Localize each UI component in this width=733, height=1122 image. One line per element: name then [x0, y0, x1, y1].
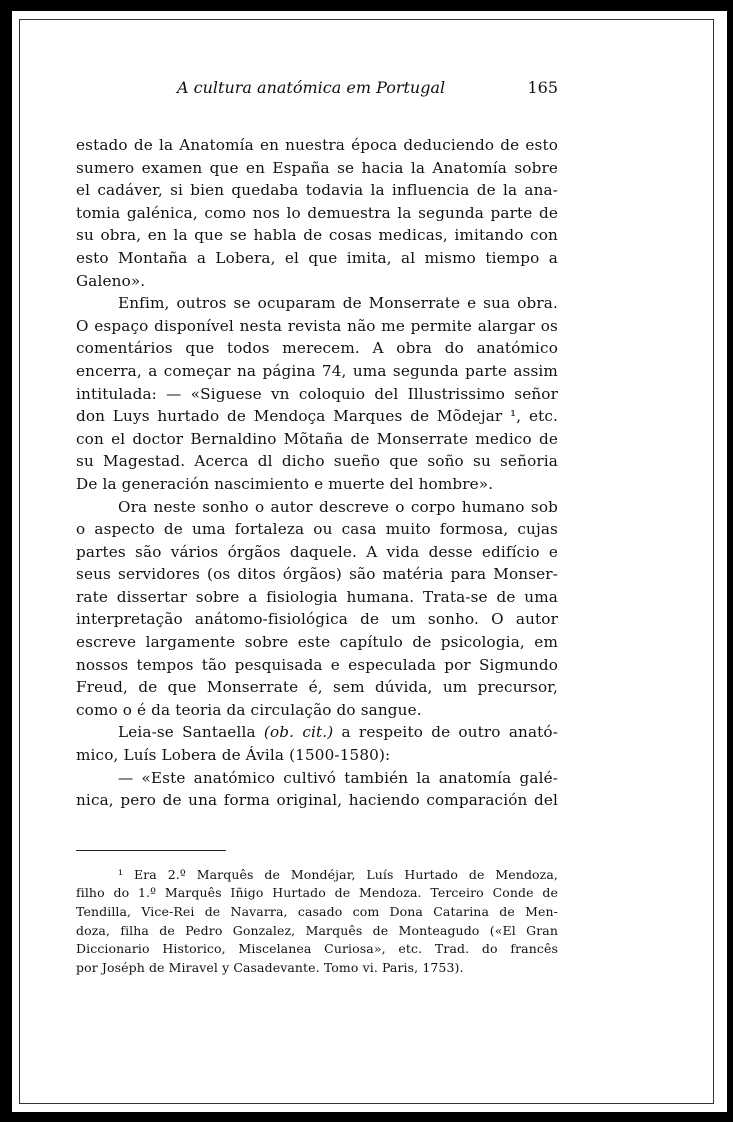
text-line: sumero examen que en España se hacia la Anatomía sobre	[76, 158, 558, 177]
paragraph-start: Ora neste sonho o autor descreve o corpo humano sob	[118, 497, 558, 516]
running-header	[76, 78, 558, 104]
text-line: estado de la Anatomía en nuestra época deduciendo de esto	[76, 136, 558, 154]
text-line: nica, pero de una forma original, haciendo comparación del	[76, 791, 558, 810]
text-fragment: a respeito de outro anató-	[341, 723, 558, 742]
footnote-line: por Joséph de Miravel y Casadevante. Tomo vi. Paris, 1753).	[76, 959, 464, 975]
text-line: como o é da teoria da circulação do sangue.	[76, 700, 422, 719]
text-line: o aspecto de uma fortaleza ou casa muito formosa, cujas	[76, 520, 558, 539]
footnote-line: Tendilla, Vice-Rei de Navarra, casado com Dona Catarina de Men-	[76, 904, 558, 919]
text-line: don Luys hurtado de Mendoça Marques de Mõdejar ¹, etc.	[76, 407, 558, 426]
text-line: nossos tempos tão pesquisada e especulada por Sigmundo	[76, 655, 558, 674]
paragraph-start	[76, 721, 558, 744]
text-line: con el doctor Bernaldino Mõtaña de Monserrate medico de	[76, 429, 558, 448]
text-line: su Magestad. Acerca dl dicho sueño que soño su señoria	[76, 452, 558, 471]
book-page	[76, 78, 558, 977]
text-line: intitulada: — «Siguese vn coloquio del Illustrissimo señor	[76, 384, 558, 403]
footnote	[76, 866, 558, 978]
paragraph-start: — «Este anatómico cultivó también la anatomía galé-	[118, 768, 558, 787]
footnote-line: Diccionario Historico, Miscelanea Curiosa», etc. Trad. do francês	[76, 941, 558, 957]
citation-italic: (ob. cit.)	[263, 723, 334, 742]
text-line: De la generación nascimiento e muerte del hombre».	[76, 474, 494, 493]
text-line: su obra, en la que se habla de cosas medicas, imitando con	[76, 226, 558, 245]
text-line: comentários que todos merecem. A obra do anatómico	[76, 339, 558, 358]
text-line: tomia galénica, como nos lo demuestra la segunda parte de	[76, 203, 558, 222]
paragraph-start: Enfim, outros se ocuparam de Monserrate e sua obra.	[118, 294, 558, 313]
text-line: el cadáver, si bien quedaba todavia la influencia de la ana-	[76, 181, 558, 200]
text-line: encerra, a começar na página 74, uma segunda parte assim	[76, 361, 558, 380]
text-line: seus servidores (os ditos órgãos) são matéria para Monser-	[76, 565, 558, 584]
footnote-separator	[76, 850, 226, 851]
text-line: rate dissertar sobre a fisiologia humana. Trata-se de uma	[76, 587, 558, 606]
text-line: partes são vários órgãos daquele. A vida desse edifício e	[76, 542, 558, 561]
page-number: 165	[527, 78, 558, 97]
text-line: escreve largamente sobre este capítulo de psicologia, em	[76, 633, 558, 652]
footnote-line: ¹ Era 2.º Marquês de Mondéjar, Luís Hurtado de Mendoza,	[118, 866, 558, 882]
text-line: esto Montaña a Lobera, el que imita, al mismo tiempo a	[76, 248, 558, 267]
text-line: mico, Luís Lobera de Ávila (1500-1580):	[76, 746, 391, 765]
body-text	[76, 134, 558, 812]
footnote-line: filho do 1.º Marquês Iñigo Hurtado de Mendoza. Terceiro Conde de	[76, 885, 558, 901]
text-line: interpretação anátomo-fisiológica de um sonho. O autor	[76, 610, 558, 629]
text-fragment: Leia-se Santaella	[118, 723, 256, 742]
running-title: A cultura anatómica em Portugal	[177, 78, 446, 97]
text-line: Freud, de que Monserrate é, sem dúvida, um precursor,	[76, 678, 558, 697]
footnote-line: doza, filha de Pedro Gonzalez, Marquês de Monteagudo («El Gran	[76, 922, 558, 938]
text-line: Galeno».	[76, 271, 146, 290]
text-line: O espaço disponível nesta revista não me permite alargar os	[76, 316, 558, 335]
